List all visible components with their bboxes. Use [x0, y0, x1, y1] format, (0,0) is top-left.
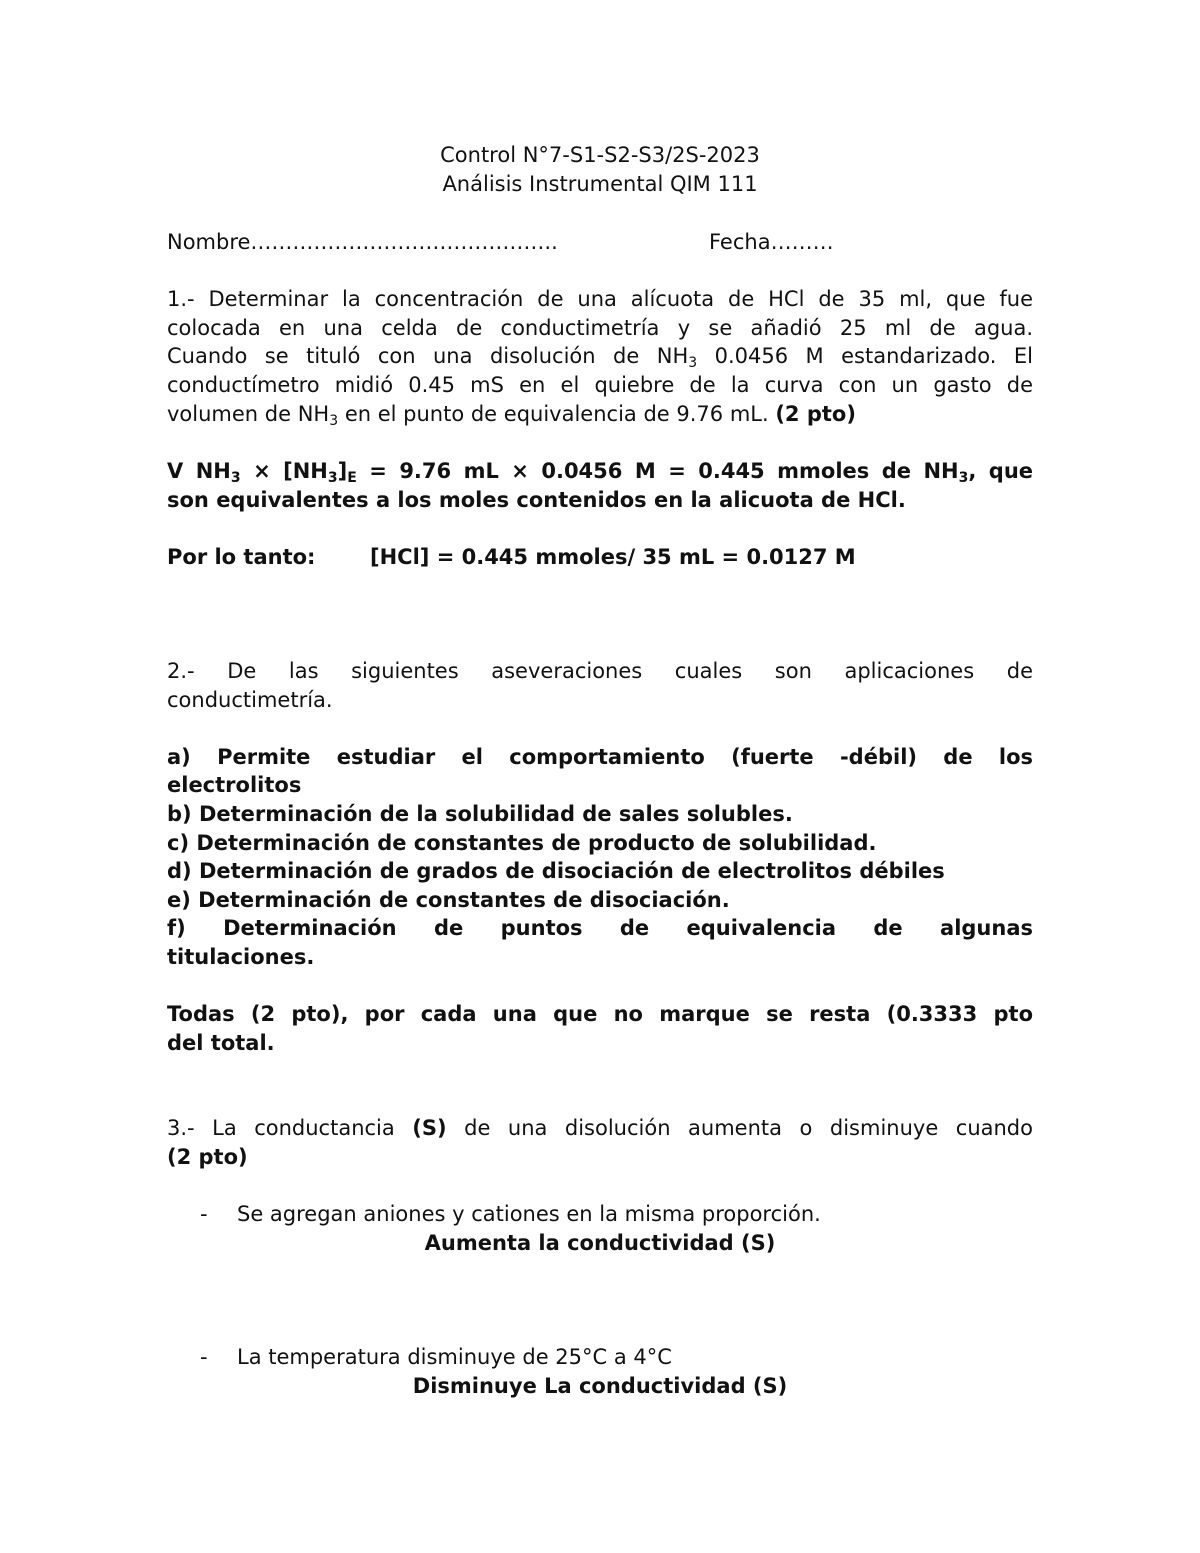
q1-line-4: conductímetro midió 0.45 mS en el quiebre de la curva con un gasto de: [167, 373, 1033, 397]
q3-answer-2: Disminuye La conductividad (S): [412, 1374, 788, 1398]
name-field-label: Nombre……………………………………..: [167, 230, 558, 254]
q1-result-value: [HCl] = 0.445 mmoles/ 35 mL = 0.0127 M: [370, 545, 856, 569]
q2-line-1: 2.- De las siguientes aseveraciones cuales son aplicaciones de: [167, 659, 1033, 683]
q1-line-3: Cuando se tituló con una disolución de $NH_3$ 0.0456 M estandarizado. El: [167, 344, 1034, 371]
q3-item-1-dash: -: [200, 1202, 208, 1226]
exam-title: Control N°7-S1-S2-S3/2S-2023: [440, 143, 760, 167]
q2-option-d: d) Determinación de grados de disociación de electrolitos débiles: [167, 859, 945, 883]
q2-option-c: c) Determinación de constantes de producto de solubilidad.: [167, 831, 877, 855]
q3-points: (2 pto): [167, 1145, 248, 1169]
q2-option-f-2: titulaciones.: [167, 945, 315, 969]
q1-line-5: volumen de $NH_3$ en el punto de equivalencia de 9.76 mL. (2 pto): [167, 402, 856, 429]
q2-option-a-2: electrolitos: [167, 773, 302, 797]
q1-line-1: 1.- Determinar la concentración de una alícuota de HCl de 35 ml, que fue: [167, 287, 1033, 311]
q2-option-b: b) Determinación de la solubilidad de sales solubles.: [167, 802, 793, 826]
q1-points: (2 pto): [775, 402, 856, 426]
q1-line-2: colocada en una celda de conductimetría y se añadió 25 ml de agua.: [167, 316, 1033, 340]
date-field-label: Fecha………: [709, 230, 834, 254]
course-title: Análisis Instrumental QIM 111: [442, 172, 758, 196]
q2-option-e: e) Determinación de constantes de disociación.: [167, 888, 730, 912]
q2-scoring-2: del total.: [167, 1031, 275, 1055]
q3-item-2: La temperatura disminuye de 25°C a 4°C: [237, 1345, 672, 1369]
q2-option-a-1: a) Permite estudiar el comportamiento (fuerte -débil) de los: [167, 745, 1033, 769]
q2-option-f-1: f) Determinación de puntos de equivalencia de algunas: [167, 916, 1033, 940]
q3-answer-1: Aumenta la conductividad (S): [424, 1231, 776, 1255]
q2-line-2: conductimetría.: [167, 688, 333, 712]
q1-answer-line-2: son equivalentes a los moles contenidos en la alicuota de HCl.: [167, 488, 906, 512]
q3-line-1: 3.- La conductancia (S) de una disolución aumenta o disminuye cuando: [167, 1116, 1033, 1140]
q3-item-1: Se agregan aniones y cationes en la misma proporción.: [237, 1202, 821, 1226]
q1-result-label: Por lo tanto:: [167, 545, 316, 569]
q1-answer-line-1: V $NH_3 \times [NH_3]_E = 9.76$ mL × 0.0456 M = 0.445 mmoles de $NH_3$, que: [167, 459, 1034, 486]
q2-scoring-1: Todas (2 pto), por cada una que no marque se resta (0.3333 pto: [167, 1002, 1033, 1026]
q3-item-2-dash: -: [200, 1345, 208, 1369]
